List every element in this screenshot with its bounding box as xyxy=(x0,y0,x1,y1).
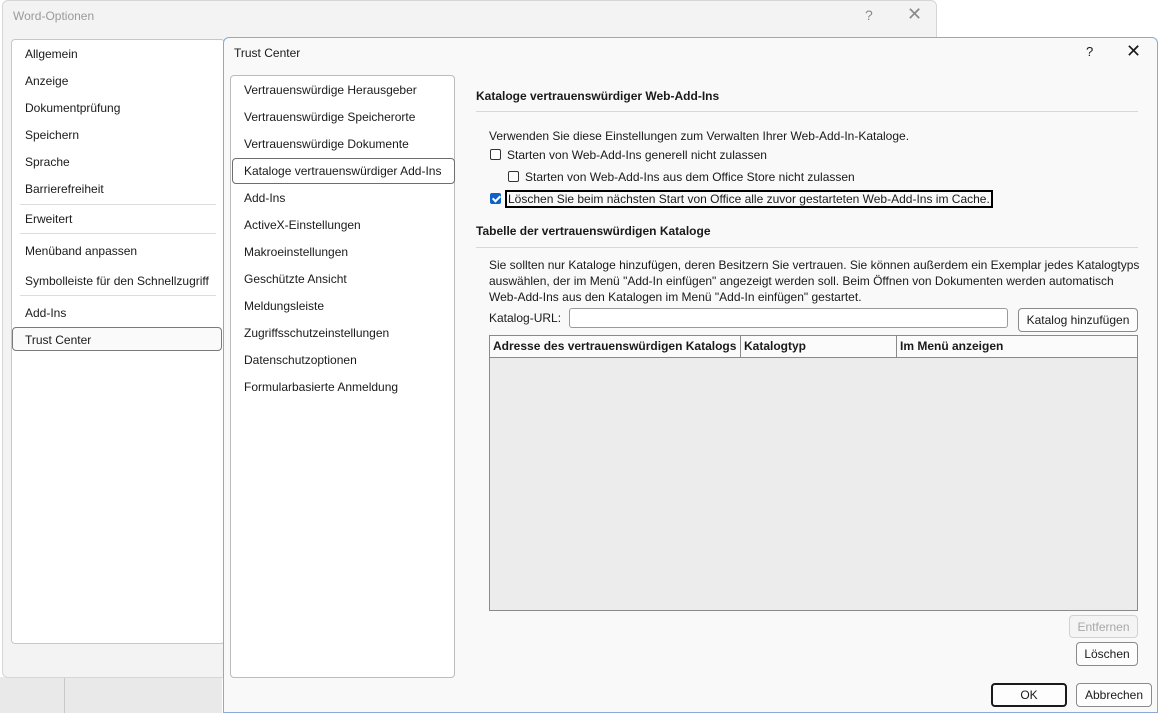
help-icon[interactable]: ? xyxy=(1086,44,1094,59)
column-header-address[interactable]: Adresse des vertrauenswürdigen Katalogs xyxy=(490,336,741,357)
tc-nav-herausgeber[interactable]: Vertrauenswürdige Herausgeber xyxy=(244,83,417,97)
clear-button[interactable]: Löschen xyxy=(1076,642,1138,666)
tc-nav-datenschutz[interactable]: Datenschutzoptionen xyxy=(244,353,357,367)
tc-nav-meldungsleiste[interactable]: Meldungsleiste xyxy=(244,299,325,313)
section-divider xyxy=(476,111,1138,112)
tc-nav-dokumente[interactable]: Vertrauenswürdige Dokumente xyxy=(244,137,409,151)
catalog-table-header xyxy=(490,336,1137,358)
tc-nav-geschuetzte-ansicht[interactable]: Geschützte Ansicht xyxy=(244,272,347,286)
nav-item-erweitert[interactable]: Erweitert xyxy=(25,212,73,226)
catalog-table[interactable] xyxy=(489,335,1138,611)
nav-item-anzeige[interactable]: Anzeige xyxy=(25,74,69,88)
checkbox-clear-cache[interactable] xyxy=(490,193,501,204)
catalog-url-label: Katalog-URL: xyxy=(489,311,562,325)
nav-item-barrierefreiheit[interactable]: Barrierefreiheit xyxy=(25,182,104,196)
trust-center-dialog xyxy=(223,37,1158,713)
tc-nav-activex[interactable]: ActiveX-Einstellungen xyxy=(244,218,361,232)
help-icon[interactable]: ? xyxy=(865,7,873,23)
checkbox-disallow-web-add-ins[interactable] xyxy=(490,149,501,160)
nav-item-menueband[interactable]: Menüband anpassen xyxy=(25,244,138,258)
close-icon[interactable]: ✕ xyxy=(1126,41,1142,61)
nav-separator xyxy=(20,233,216,234)
add-catalog-button[interactable]: Katalog hinzufügen xyxy=(1018,308,1138,332)
background-taskbar xyxy=(0,677,222,713)
nav-item-sprache[interactable]: Sprache xyxy=(25,155,70,169)
tc-nav-speicherorte[interactable]: Vertrauenswürdige Speicherorte xyxy=(244,110,416,124)
description-line-1: Sie sollten nur Kataloge hinzufügen, deren Besitzern Sie vertrauen. Sie können außerdem ein Exemplar jedes Katalogtyps xyxy=(489,258,1140,272)
description-line-3: Web-Add-Ins aus den Katalogen im Menü "Add-In einfügen" gestartet. xyxy=(489,290,862,304)
nav-separator xyxy=(20,204,216,205)
remove-button[interactable]: Entfernen xyxy=(1069,615,1138,638)
tc-nav-formularbasiert[interactable]: Formularbasierte Anmeldung xyxy=(244,380,399,394)
background-divider xyxy=(64,677,65,713)
section-intro: Verwenden Sie diese Einstellungen zum Verwalten Ihrer Web-Add-In-Kataloge. xyxy=(489,129,910,143)
checkbox-clear-cache-label[interactable]: Löschen Sie beim nächsten Start von Office alle zuvor gestarteten Web-Add-Ins im Cache. xyxy=(508,192,990,206)
tc-nav-zugriffsschutz[interactable]: Zugriffsschutzeinstellungen xyxy=(244,326,390,340)
section-divider xyxy=(476,247,1138,248)
nav-item-speichern[interactable]: Speichern xyxy=(25,128,80,142)
trust-center-nav xyxy=(230,75,455,678)
nav-separator xyxy=(20,295,216,296)
column-header-show-in-menu[interactable]: Im Menü anzeigen xyxy=(900,339,1004,353)
nav-item-dokumentpruefung[interactable]: Dokumentprüfung xyxy=(25,101,121,115)
tc-nav-kataloge[interactable]: Kataloge vertrauenswürdiger Add-Ins xyxy=(244,164,442,178)
close-icon[interactable]: ✕ xyxy=(907,4,923,24)
word-options-title: Word-Optionen xyxy=(13,9,95,23)
description-line-2: auswählen, der im Menü "Add-In einfügen" angezeigt werden soll. Beim Öffnen von Dokumenten werden automatisch xyxy=(489,274,1114,288)
dialog-title: Trust Center xyxy=(234,46,301,60)
ok-button[interactable]: OK xyxy=(991,683,1067,707)
tc-nav-makro[interactable]: Makroeinstellungen xyxy=(244,245,349,259)
nav-item-add-ins[interactable]: Add-Ins xyxy=(25,306,67,320)
nav-item-trust-center[interactable]: Trust Center xyxy=(25,333,92,347)
cancel-button[interactable]: Abbrechen xyxy=(1076,683,1152,707)
tc-nav-add-ins[interactable]: Add-Ins xyxy=(244,191,286,205)
column-header-type[interactable]: Katalogtyp xyxy=(741,336,897,357)
catalog-url-input[interactable] xyxy=(569,308,1008,328)
nav-item-allgemein[interactable]: Allgemein xyxy=(25,47,78,61)
checkbox-disallow-store-add-ins-label[interactable]: Starten von Web-Add-Ins aus dem Office Store nicht zulassen xyxy=(525,170,855,184)
section-heading-catalog-table: Tabelle der vertrauenswürdigen Kataloge xyxy=(476,224,711,238)
checkbox-disallow-web-add-ins-label[interactable]: Starten von Web-Add-Ins generell nicht zulassen xyxy=(507,148,767,162)
word-options-nav xyxy=(11,39,225,644)
section-heading-web-add-ins: Kataloge vertrauenswürdiger Web-Add-Ins xyxy=(476,89,720,103)
nav-item-schnellzugriff[interactable]: Symbolleiste für den Schnellzugriff xyxy=(25,274,209,288)
checkbox-disallow-store-add-ins[interactable] xyxy=(508,171,519,182)
